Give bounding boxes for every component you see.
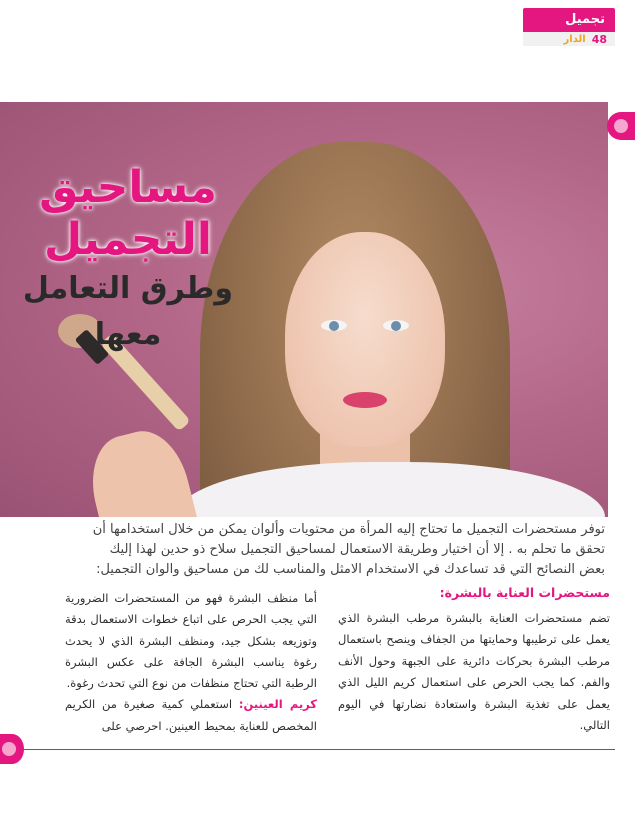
title-line-1: مساحيق xyxy=(39,162,217,213)
title-line-4: معها xyxy=(94,317,162,352)
column-right xyxy=(338,582,610,737)
skincare-heading: مستحضرات العناية بالبشرة: xyxy=(439,585,610,600)
lips xyxy=(343,392,387,408)
section-label: تجميل xyxy=(565,12,605,27)
badge-strip xyxy=(523,32,615,46)
eyecream-body: استعملي كمية صغيرة من الكريم المخصص للعناية بمحيط العينين. احرصي على xyxy=(65,697,317,733)
hero-image xyxy=(0,102,608,517)
model-hand xyxy=(81,423,209,517)
model-face xyxy=(285,232,445,447)
footer-divider xyxy=(22,749,615,750)
flower-ornament-icon xyxy=(0,734,24,764)
column-left xyxy=(65,588,317,737)
eyecream-paragraph xyxy=(65,694,317,737)
page-number: 48 xyxy=(591,32,607,46)
title-line-2: التجميل xyxy=(43,214,212,265)
right-eye xyxy=(383,320,409,331)
left-eye xyxy=(321,320,347,331)
skincare-body: تضم مستحضرات العناية بالبشرة مرطب البشرة الذي يعمل على ترطيبها وحمايتها من الجفاف وينصح باستعمال مرطب البشرة بحركات دائرية على الجبهة وحول الأنف والفم. كما يجب الحرص على استعمال كريم الليل الذي يعمل على تغذية البشرة واستعادة نضارتها في اليوم التالي. xyxy=(338,610,610,732)
intro-line: توفر مستحضرات التجميل ما تحتاج إليه المرأة من محتويات وألوان يمكن من خلال استخدامها أن xyxy=(92,522,605,537)
cleanser-body: أما منظف البشرة فهو من المستحضرات الضرورية التي يجب الحرص على اتباع خطوات الاستعمال بدقة وتوزيعه بشكل جيد، ومنظف البشرة الذي لا يحدث رغوة يناسب البشرة الجافة على عكس البشرة الرطبة التي تحتاج منظفات من نوع التي تحدث رغوة. xyxy=(65,591,317,691)
flower-ornament-icon xyxy=(607,112,635,140)
section-badge xyxy=(523,8,615,46)
article-title xyxy=(18,162,238,358)
eyecream-heading: كريم العينين: xyxy=(238,697,317,712)
intro-line: بعض النصائح التي قد تساعدك في الاستخدام الامثل والمناسب لك من مساحيق والوان التجميل: xyxy=(96,562,605,577)
title-line-3: وطرق التعامل xyxy=(22,271,234,306)
intro-line: تحقق ما تحلم به . إلا أن اختيار وطريقة الاستعمال لمساحيق التجميل سلاح ذو حدين لهذا إليك xyxy=(109,542,605,557)
magazine-logo: الدار xyxy=(563,33,586,45)
intro-paragraph xyxy=(65,520,605,580)
